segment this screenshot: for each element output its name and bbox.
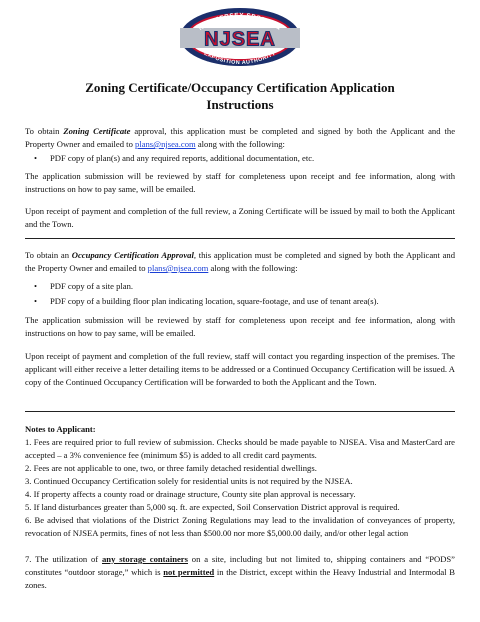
occupancy-payment-paragraph: Upon receipt of payment and completion of the full review, staff will contact you regarding inspection of the premises. The applicant will either receive a letter detailing items to be addressed or a Continued Occupancy Certification will be issued. A copy of the Continued Occupancy Certification will be forwarded to both the Applicant and the Town. [25, 351, 455, 387]
occupancy-approval-emphasis: Occupancy Certification Approval [71, 250, 194, 260]
note-7-storage-emphasis: any storage containers [102, 554, 188, 564]
note-7-mid: on a site, including but not limited to, shipping containers and “PODS” constitutes “outdoor storage,” which is [25, 554, 455, 577]
zoning-intro-paragraph [25, 125, 455, 151]
njsea-logo [178, 6, 302, 68]
note-1: 1. Fees are required prior to full review of submission. Checks should be made payable to NJSEA. Visa and MasterCard are accepted – a 3% convenience fee (minimum $5) is added to all credit card payments. [25, 437, 455, 460]
email-link-occupancy[interactable]: plans@njsea.com [147, 263, 209, 273]
occupancy-intro-paragraph [25, 249, 455, 275]
occupancy-bullet-2-text: PDF copy of a building floor plan indicating location, square-footage, and use of tenant area(s). [50, 296, 379, 306]
occupancy-intro-pre: To obtain an [25, 250, 72, 260]
note-6: 6. Be advised that violations of the District Zoning Regulations may lead to the invalidation of conveyances of property, revocation of NJSEA permits, fines of not less than $500.00 nor more $5,000.00 daily, and/or other legal action [25, 515, 455, 538]
note-7-not-permitted-emphasis: not permitted [163, 567, 215, 577]
note-3: 3. Continued Occupancy Certification solely for residential units is not required by the NJSEA. [25, 476, 353, 486]
zoning-certificate-emphasis: Zoning Certificate [63, 126, 131, 136]
page-title: Zoning Certificate/Occupancy Certification Application [85, 80, 395, 95]
zoning-intro-post: along with the following: [195, 139, 285, 149]
note-4: 4. If property affects a county road or drainage structure, County site plan approval is necessary. [25, 489, 356, 499]
bullet-icon: • [34, 153, 38, 163]
email-link-zoning[interactable]: plans@njsea.com [135, 139, 196, 149]
section-divider-1 [25, 238, 455, 239]
zoning-payment-paragraph: Upon receipt of payment and completion of the full review, a Zoning Certificate will be issued by mail to both the Applicant and the Town. [25, 206, 455, 229]
occupancy-review-paragraph: The application submission will be reviewed by staff for completeness upon receipt and fee information, along with instructions on how to pay same, will be emailed. [25, 315, 455, 338]
occupancy-intro-post: along with the following: [208, 263, 298, 273]
note-7-post: in the District, except within the Heavy Industrial and Intermodal B zones. [25, 567, 455, 590]
bullet-icon: • [34, 281, 38, 291]
note-5: 5. If land disturbances greater than 5,000 sq. ft. are expected, Soil Conservation District approval is required. [25, 502, 400, 512]
note-2: 2. Fees are not applicable to one, two, or three family detached residential dwellings. [25, 463, 317, 473]
section-divider-2 [25, 411, 455, 412]
zoning-intro-pre: To obtain [25, 126, 64, 136]
occupancy-intro-mid: , this application must be completed and signed by both the Applicant and the Property Owner and emailed to [25, 250, 456, 273]
zoning-review-paragraph: The application submission will be reviewed by staff for completeness upon receipt and fee information, along with instructions on how to pay same, will be emailed. [25, 171, 455, 194]
note-7 [25, 553, 455, 592]
zoning-bullet-1-text: PDF copy of plan(s) and any required reports, additional documentation, etc. [50, 153, 315, 163]
zoning-intro-mid: approval, this application must be completed and signed by both the Applicant and the Property Owner and emailed to [25, 126, 456, 149]
note-7-pre: 7. The utilization of [25, 554, 102, 564]
logo-main-text: NJSEA [204, 28, 276, 51]
logo-arc-bottom: EXPOSITION AUTHORITY [202, 50, 278, 67]
occupancy-bullet-1-text: PDF copy of a site plan. [50, 281, 134, 291]
logo-arc-top: NEW JERSEY SPORTS & [197, 11, 283, 33]
page-subtitle: Instructions [206, 97, 274, 112]
notes-heading: Notes to Applicant: [25, 424, 96, 434]
bullet-icon: • [34, 296, 38, 306]
